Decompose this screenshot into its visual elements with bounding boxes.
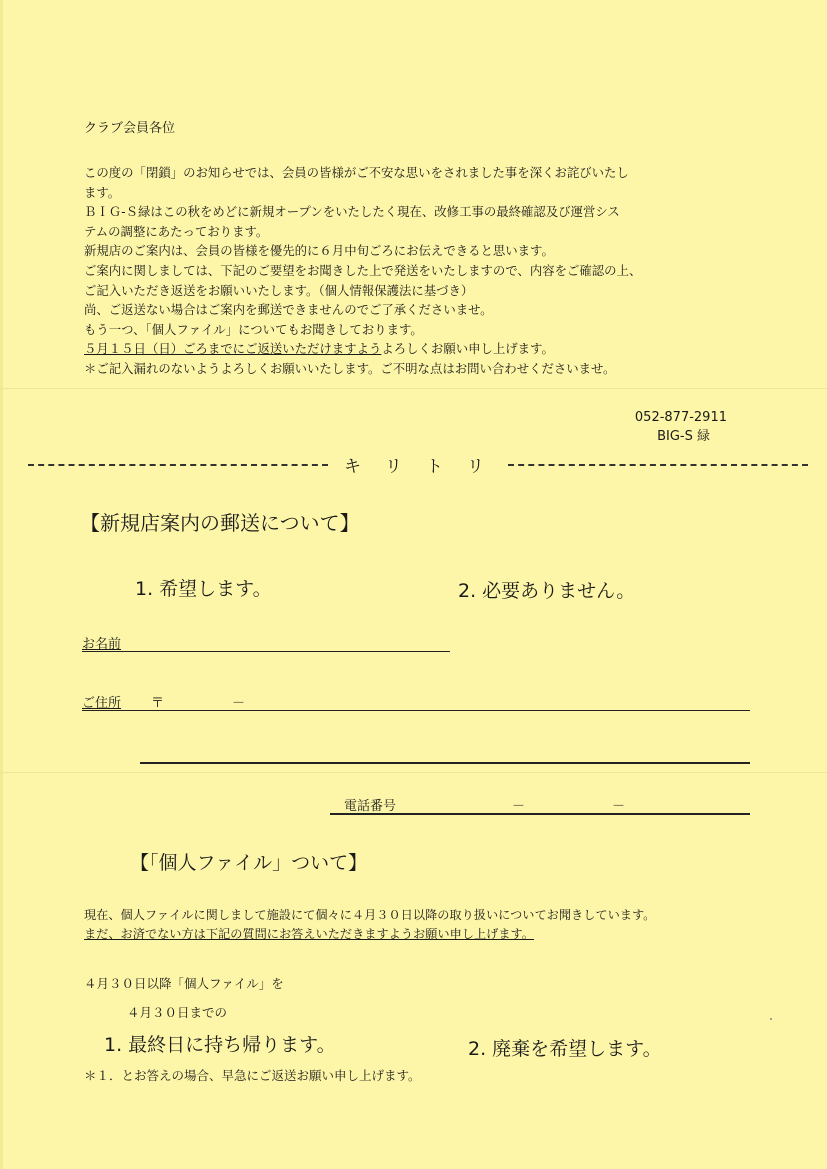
body-line: ご案内に関しましては、下記のご要望をお聞きした上で発送をいたしますので、内容をご確認の上、 — [84, 262, 642, 278]
phone-dash-2: － — [612, 799, 626, 814]
postal-dash: － — [232, 696, 246, 711]
footnote: ＊１．とお答えの場合、早急にご返送お願い申し上げます。 — [84, 1068, 421, 1083]
option-want-mail[interactable]: 1. 希望します。 — [135, 578, 272, 600]
deadline-underlined: ５月１５日（日）ごろまでにご返送いただけますよう — [84, 341, 382, 357]
body-line: ます。 — [84, 184, 121, 200]
body-line: ＢＩＧ-Ｓ緑はこの秋をめどに新規オープンをいたしたく現在、改修工事の最終確認及び運営シス — [84, 204, 620, 220]
postal-mark: 〒 — [151, 696, 165, 711]
deadline-line — [84, 339, 764, 359]
address-field-line2[interactable] — [140, 762, 750, 764]
sender-name: BIG-S 緑 — [657, 429, 710, 444]
option-dispose[interactable]: 2. 廃棄を希望します。 — [468, 1038, 662, 1060]
paper-fold-line — [0, 388, 827, 389]
cut-dash-right — [508, 464, 808, 466]
question-line-1: ４月３０日以降「個人ファイル」を — [84, 976, 284, 991]
cut-line — [28, 452, 808, 477]
phone-field[interactable] — [330, 813, 750, 815]
name-label: お名前 — [82, 637, 122, 652]
note-line-underlined: まだ、お済でない方は下記の質問にお答えいただきますようお願い申し上げます。 — [84, 927, 534, 941]
address-label: ご住所 — [82, 696, 122, 711]
paper-speck — [770, 1018, 772, 1020]
question-line-2: ４月３０日までの — [127, 1005, 228, 1020]
cut-line-label: キリトリ — [344, 457, 508, 477]
letter-body — [84, 163, 764, 379]
cut-dash-left — [28, 464, 328, 466]
paper-fold-line — [0, 772, 827, 773]
section1-title: 【新規店案内の郵送について】 — [80, 511, 360, 535]
option-no-mail[interactable]: 2. 必要ありません。 — [458, 580, 636, 602]
body-line: 尚、ご返送ない場合はご案内を郵送できませんのでご了承くださいませ。 — [84, 302, 493, 318]
body-line: 新規店のご案内は、会員の皆様を優先的に６月中旬ごろにお伝えできると思います。 — [84, 243, 554, 259]
name-field[interactable] — [82, 651, 450, 652]
body-line: この度の「閉鎖」のお知らせでは、会員の皆様がご不安な思いをされました事を深くお詫びいたし — [84, 165, 629, 180]
contact-block — [635, 408, 727, 446]
phone-dash-1: － — [512, 799, 526, 814]
contact-phone: 052-877-2911 — [634, 410, 727, 425]
address-field-line1[interactable] — [82, 710, 750, 711]
body-line: テムの調整にあたっております。 — [84, 223, 269, 239]
phone-label: 電話番号 — [344, 799, 397, 814]
note-line: 現在、個人ファイルに関しまして施設にて個々に４月３０日以降の取り扱いについてお聞きしています。 — [84, 908, 656, 922]
body-line: ＊ご記入漏れのないようよろしくお願いいたします。ご不明な点はお問い合わせくださいませ。 — [84, 360, 616, 376]
body-line: ご記入いただき返送をお願いいたします。（個人情報保護法に基づき） — [84, 282, 474, 298]
body-line: もう一つ、「個人ファイル」についてもお聞きしております。 — [84, 321, 423, 337]
section2-title: 【「個人ファイル」ついて】 — [130, 852, 368, 874]
deadline-rest: よろしくお願い申し上げます。 — [381, 341, 554, 357]
option-take-home[interactable]: 1. 最終日に持ち帰ります。 — [104, 1034, 336, 1056]
section2-note — [84, 906, 655, 944]
salutation: クラブ会員各位 — [84, 121, 176, 136]
